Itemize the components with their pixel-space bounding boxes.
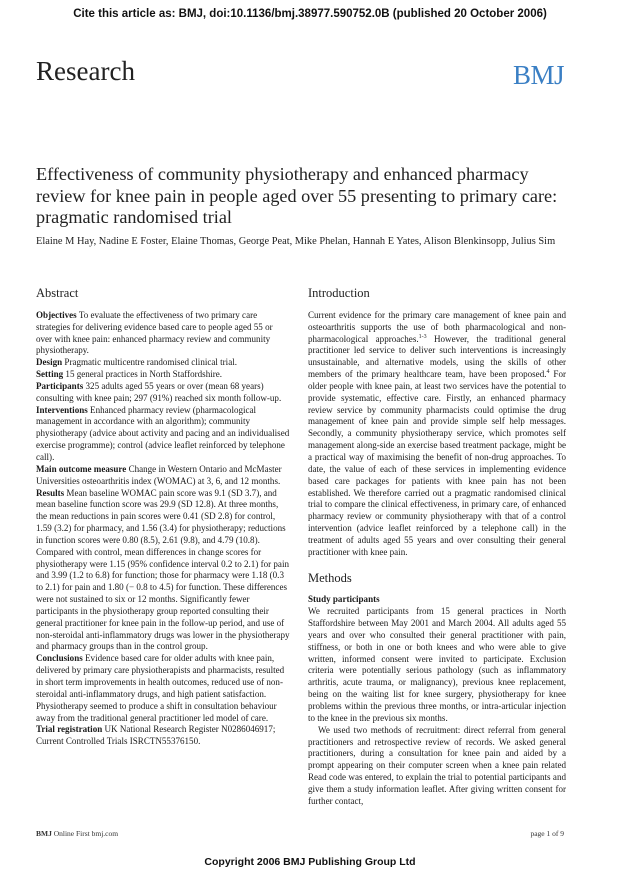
abstract-item <box>36 724 290 748</box>
abstract-text: Mean baseline WOMAC pain score was 9.1 (SD 3.7), and mean baseline function score was 29.9 (SD 12.8). At three months, the mean reductions in pain scores were 0.41 (SD 2.8) for control, 1.59 (3.2) for pharmacy, and 1.56 (3.4) for physiotherapy; reductions in function scores were 0.80 (8.5), 2.61 (9.8), and 4.79 (10.8). Compared with control, mean differences in change scores for physiotherapy were 1.15 (95% confidence interval 0.2 to 2.1) for pain and 3.99 (1.2 to 6.8) for function; those for pharmacy were 1.18 (0.3 to 2.1) for pain and 1.80 (− 0.8 to 4.5) for function. These differences were not sustained to six or 12 months. Significantly fewer participants in the physiotherapy group reported consulting their general practitioner for knee pain in the follow-up period, and use of non-steroidal anti-inflammatory drugs was lower in the physiotherapy and pharmacy groups than in the control group. <box>36 487 290 652</box>
ref-superscript: 4 <box>546 369 550 376</box>
abstract-item <box>36 369 290 381</box>
abstract-label: Conclusions <box>36 653 83 664</box>
abstract-item <box>36 488 290 654</box>
abstract-label: Results <box>36 487 65 498</box>
methods-paragraph: We used two methods of recruitment: direct referral from general practitioners and retrospective review of records. We asked general practitioners, during a consultation for knee pain and aided by a prompt appearing on their computer screen when a knee pain related Read code was entered, to explain the trial to potential participants and give them a study information leaflet. After giving written consent for further contact, <box>308 724 566 806</box>
section-label: Research <box>36 56 135 86</box>
footer-journal <box>36 829 118 838</box>
abstract-text: Pragmatic multicentre randomised clinical trial. <box>64 357 237 368</box>
abstract-item <box>36 405 290 464</box>
author-list: Elaine M Hay, Nadine E Foster, Elaine Thomas, George Peat, Mike Phelan, Hannah E Yates, Alison Blenkinsopp, Julius Sim <box>36 236 556 247</box>
abstract-text: Enhanced pharmacy review (pharmacological management in accordance with an algorithm); community physiotherapy (advice about activity and pacing and an individualised exercise programme); control (advice leaflet reinforced by telephone call). <box>36 404 290 462</box>
ref-superscript: 1-3 <box>418 333 427 340</box>
abstract-text: 15 general practices in North Staffordshire. <box>65 369 223 380</box>
methods-heading: Methods <box>308 570 352 585</box>
abstract-text: 325 adults aged 55 years or over (mean 68 years) consulting with knee pain; 297 (91%) reached six month follow-up. <box>36 380 282 403</box>
bmj-logo: BMJ <box>512 60 564 90</box>
copyright-banner: Copyright 2006 BMJ Publishing Group Ltd <box>204 856 416 868</box>
footer-site: bmj.com <box>91 829 119 838</box>
abstract-item <box>36 653 290 724</box>
footer-online: Online First <box>53 829 90 838</box>
abstract-label: Main outcome measure <box>36 463 127 474</box>
intro-text-b: However, the traditional general practitioner led service to deliver such interventions is increasingly unsustainable, and alternative models, using the skills of other members of the primary healthcare team, have been proposed. <box>308 333 566 380</box>
article-title: Effectiveness of community physiotherapy and enhanced pharmacy review for knee pain in people aged over 55 presenting to primary care: pragmatic randomised trial <box>36 164 558 227</box>
page-number: page 1 of 9 <box>530 829 564 838</box>
abstract-text: Change in Western Ontario and McMaster Universities osteoarthritis index (WOMAC) at 3, 6, and 12 months. <box>36 463 282 486</box>
abstract-item <box>36 357 290 369</box>
abstract-column <box>36 288 290 748</box>
abstract-label: Participants <box>36 380 84 391</box>
introduction-heading: Introduction <box>308 286 370 300</box>
methods-paragraph: We recruited participants from 15 general practices in North Staffordshire between May 2001 and March 2004. All adults aged 55 years and over who consulted their general practitioner with pain, stiffness, or both in one or both knees and who were able to give written, informed consent were invited to participate. Exclusion criteria were potentially serious pathology (such as inflammatory arthritis, acute trauma, or malignancy), previous knee replacement, being on the waiting list for knee surgery, physiotherapy for knee problems within the previous three months, or intra-articular injection to the knee in the previous six months. <box>308 606 566 723</box>
methods-subheading: Study participants <box>308 594 380 605</box>
abstract-text: Evidence based care for older adults with knee pain, delivered by primary care physiotherapists and pharmacists, resulted in short term improvements in health outcomes, reduced use of non-steroidal anti-inflammatory drugs, and high patient satisfaction. Physiotherapy seemed to produce a shift in consultation behaviour away from the traditional general practitioner led model of care. <box>36 653 285 723</box>
abstract-heading: Abstract <box>36 286 79 300</box>
intro-text-a: Current evidence for the primary care management of knee pain and osteoarthritis supports the use of both pharmacological and non-pharmacological approaches. <box>308 309 566 344</box>
body-column <box>308 288 566 808</box>
abstract-label: Trial registration <box>36 724 103 735</box>
abstract-item <box>36 464 290 488</box>
abstract-label: Design <box>36 357 63 368</box>
introduction-paragraph <box>308 310 566 559</box>
abstract-item <box>36 310 290 357</box>
abstract-label: Objectives <box>36 309 77 320</box>
abstract-label: Setting <box>36 369 64 380</box>
abstract-items <box>36 310 290 748</box>
abstract-item <box>36 381 290 405</box>
abstract-label: Interventions <box>36 404 88 415</box>
intro-text-c: For older people with knee pain, at least two services have the potential to provide systematic, effective care. Firstly, an enhanced pharmacy review service by community pharmacists could optimise the drug management of knee pain and provide simple self help messages. Secondly, a community physiotherapy service, which promotes self management along-side an exercise based treatment package, might be a practical way of maximising the benefit of non-drug approaches. To date, the value of each of these services in implementing evidence based care packages for patients with knee pain has not been established. We therefore carried out a pragmatic randomised clinical trial to compare the clinical effectiveness, in primary care, of enhanced pharmacy review or community physiotherapy with that of a control intervention (advice leaflet reinforced by a telephone call) in the treatment of adults aged 55 years and over consulting their general practitioner with knee pain. <box>308 369 566 557</box>
abstract-text: UK National Research Register N0286046917; Current Controlled Trials ISRCTN55376150. <box>36 724 276 747</box>
abstract-text: To evaluate the effectiveness of two primary care strategies for delivering evidence based care to people aged 55 or over with knee pain: enhanced pharmacy review and community physiotherapy. <box>36 309 273 356</box>
citation-banner: Cite this article as: BMJ, doi:10.1136/bmj.38977.590752.0B (published 20 October 2006) <box>73 8 547 20</box>
footer-journal-name: BMJ <box>36 829 52 838</box>
